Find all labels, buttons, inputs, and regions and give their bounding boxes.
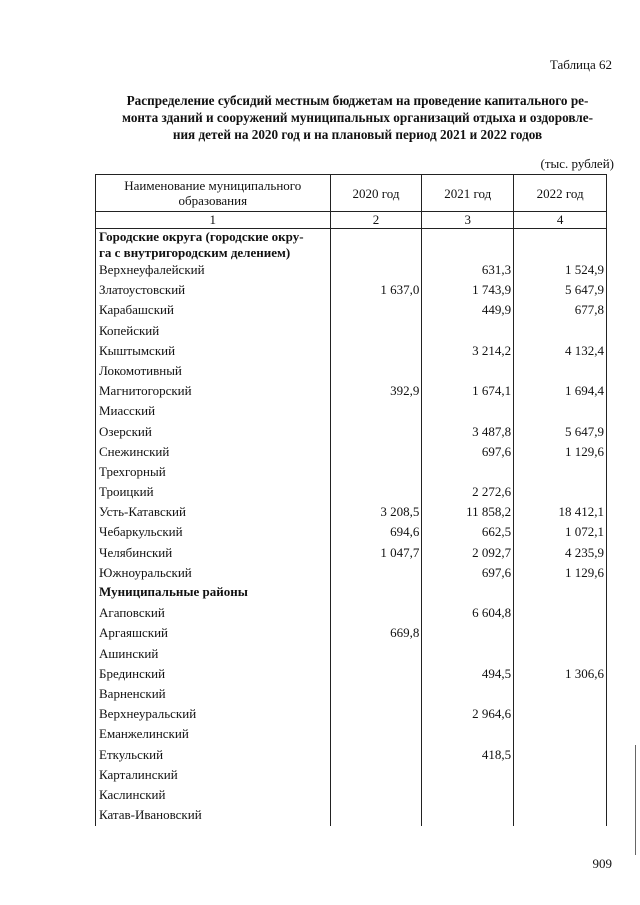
section-row (96, 229, 607, 262)
municipality-name (96, 604, 331, 624)
units-label: (тыс. рублей) (540, 156, 614, 171)
municipality-name (96, 423, 331, 443)
value-2021 (422, 645, 514, 665)
table-row (96, 746, 607, 766)
value-2022: 1 129,6 (514, 564, 607, 584)
value-2022 (514, 604, 607, 624)
value-2020: 3 208,5 (330, 503, 422, 523)
value-2021: 3 214,2 (422, 342, 514, 362)
table-row (96, 766, 607, 786)
value-2022: 5 647,9 (514, 423, 607, 443)
municipality-name-text: Карабашский (99, 302, 174, 318)
table-row (96, 342, 607, 362)
title-line: ния детей на 2020 год и на плановый период 2021 и 2022 годов (172, 127, 543, 142)
municipality-name (96, 624, 331, 644)
value-2020: 1 637,0 (330, 281, 422, 301)
table-row (96, 322, 607, 342)
value-2020 (330, 786, 422, 806)
municipality-name (96, 483, 331, 503)
value-2020 (330, 362, 422, 382)
value-2022 (514, 402, 607, 422)
value-2020 (330, 463, 422, 483)
column-number: 4 (514, 212, 607, 229)
municipality-name (96, 362, 331, 382)
table-row (96, 806, 607, 826)
value-2022 (514, 766, 607, 786)
municipality-name (96, 402, 331, 422)
municipality-name (96, 725, 331, 745)
value-2020 (330, 443, 422, 463)
value-2021: 418,5 (422, 746, 514, 766)
municipality-name-text: Усть-Катавский (99, 504, 186, 520)
table-row (96, 382, 607, 402)
value-2020 (330, 229, 422, 262)
municipality-name (96, 806, 331, 826)
municipality-name (96, 665, 331, 685)
municipality-name-text: Снежинский (99, 443, 170, 459)
value-2020 (330, 665, 422, 685)
value-2020 (330, 322, 422, 342)
municipality-name (96, 229, 331, 262)
column-number: 1 (96, 212, 331, 229)
value-2020: 694,6 (330, 523, 422, 543)
table-row (96, 362, 607, 382)
municipality-name (96, 645, 331, 665)
municipality-name (96, 261, 331, 281)
municipality-name-text: Троицкий (99, 484, 154, 500)
table-row (96, 261, 607, 281)
value-2020 (330, 645, 422, 665)
header-2020: 2020 год (330, 175, 422, 212)
section-row (96, 584, 607, 604)
value-2021 (422, 362, 514, 382)
title-line: монта зданий и сооружений муниципальных организаций отдыха и оздоровле- (122, 110, 593, 125)
municipality-name-text: Верхнеуральский (99, 706, 197, 722)
value-2021 (422, 725, 514, 745)
margin-line (635, 745, 636, 855)
municipality-name-text: Чебаркульский (99, 524, 183, 540)
value-2020 (330, 564, 422, 584)
value-2021 (422, 685, 514, 705)
value-2022: 18 412,1 (514, 503, 607, 523)
header-name (96, 175, 331, 212)
table-row (96, 443, 607, 463)
value-2022 (514, 685, 607, 705)
value-2022: 677,8 (514, 301, 607, 321)
municipality-name-text: Муниципальные районы (99, 584, 248, 599)
value-2021 (422, 584, 514, 604)
value-2021: 3 487,8 (422, 423, 514, 443)
municipality-name (96, 382, 331, 402)
value-2021 (422, 624, 514, 644)
municipality-name (96, 281, 331, 301)
value-2022 (514, 229, 607, 262)
municipality-name (96, 766, 331, 786)
value-2021: 6 604,8 (422, 604, 514, 624)
header-2021: 2021 год (422, 175, 514, 212)
municipality-name-text: га с внутригородским делением) (99, 245, 291, 260)
column-number: 3 (422, 212, 514, 229)
table-row (96, 402, 607, 422)
table-row (96, 725, 607, 745)
table-label: Таблица 62 (549, 57, 612, 72)
header-2022: 2022 год (514, 175, 607, 212)
municipality-name-text: Аргаяшский (99, 625, 168, 641)
value-2022: 5 647,9 (514, 281, 607, 301)
value-2021: 2 092,7 (422, 544, 514, 564)
table-row (96, 301, 607, 321)
value-2022: 1 072,1 (514, 523, 607, 543)
title-line: Распределение субсидий местным бюджетам на проведение капитального ре- (126, 93, 589, 108)
value-2020 (330, 301, 422, 321)
value-2021 (422, 322, 514, 342)
table-row (96, 544, 607, 564)
value-2022 (514, 786, 607, 806)
table-row (96, 685, 607, 705)
value-2020 (330, 766, 422, 786)
value-2021 (422, 229, 514, 262)
value-2022 (514, 705, 607, 725)
value-2021: 2 272,6 (422, 483, 514, 503)
municipality-name-text: Трехгорный (99, 463, 166, 479)
municipality-name-text: Челябинский (99, 544, 173, 560)
municipality-name-text: Варненский (99, 685, 166, 701)
municipality-name (96, 786, 331, 806)
municipality-name (96, 463, 331, 483)
value-2022 (514, 806, 607, 826)
municipality-name (96, 301, 331, 321)
table-row (96, 483, 607, 503)
value-2021: 2 964,6 (422, 705, 514, 725)
value-2021 (422, 806, 514, 826)
value-2022 (514, 362, 607, 382)
value-2020: 669,8 (330, 624, 422, 644)
municipality-name-text: Копейский (99, 322, 160, 338)
table-row (96, 523, 607, 543)
value-2020: 392,9 (330, 382, 422, 402)
value-2021: 697,6 (422, 443, 514, 463)
table-row (96, 281, 607, 301)
table-body (96, 229, 607, 827)
municipality-name (96, 342, 331, 362)
value-2021: 662,5 (422, 523, 514, 543)
value-2022: 1 694,4 (514, 382, 607, 402)
value-2021: 697,6 (422, 564, 514, 584)
municipality-name-text: Еткульский (99, 746, 164, 762)
table-row (96, 705, 607, 725)
value-2022 (514, 322, 607, 342)
value-2022: 1 306,6 (514, 665, 607, 685)
subsidy-table (95, 174, 607, 826)
value-2021 (422, 463, 514, 483)
municipality-name-text: Брединский (99, 665, 166, 681)
value-2021: 1 743,9 (422, 281, 514, 301)
value-2020 (330, 402, 422, 422)
municipality-name-text: Городские округа (городские окру- (99, 229, 304, 244)
value-2020 (330, 584, 422, 604)
column-number: 2 (330, 212, 422, 229)
municipality-name (96, 523, 331, 543)
value-2020 (330, 685, 422, 705)
municipality-name-text: Златоустовский (99, 282, 186, 298)
municipality-name (96, 705, 331, 725)
value-2020 (330, 746, 422, 766)
table-row (96, 786, 607, 806)
page-number: 909 (592, 856, 612, 871)
municipality-name (96, 544, 331, 564)
value-2020 (330, 806, 422, 826)
header-name-line2: образования (178, 193, 248, 208)
value-2020 (330, 261, 422, 281)
table-row (96, 624, 607, 644)
table-title (100, 92, 615, 143)
municipality-name (96, 564, 331, 584)
value-2022: 1 129,6 (514, 443, 607, 463)
value-2020 (330, 604, 422, 624)
municipality-name-text: Еманжелинский (99, 726, 189, 742)
header-row (96, 175, 607, 212)
value-2022 (514, 584, 607, 604)
municipality-name-text: Озерский (99, 423, 152, 439)
value-2020 (330, 423, 422, 443)
value-2020: 1 047,7 (330, 544, 422, 564)
municipality-name (96, 503, 331, 523)
table-row (96, 423, 607, 443)
value-2021: 631,3 (422, 261, 514, 281)
value-2021 (422, 402, 514, 422)
value-2020 (330, 342, 422, 362)
value-2021: 494,5 (422, 665, 514, 685)
value-2021: 1 674,1 (422, 382, 514, 402)
value-2021 (422, 766, 514, 786)
municipality-name (96, 746, 331, 766)
municipality-name-text: Кыштымский (99, 342, 176, 358)
municipality-name-text: Катав-Ивановский (99, 807, 202, 823)
table-row (96, 503, 607, 523)
value-2020 (330, 705, 422, 725)
municipality-name-text: Южноуральский (99, 564, 192, 580)
municipality-name-text: Магнитогорский (99, 383, 192, 399)
table-row (96, 645, 607, 665)
column-number-row (96, 212, 607, 229)
table-row (96, 564, 607, 584)
table-row (96, 665, 607, 685)
municipality-name-text: Агаповский (99, 605, 165, 621)
value-2022 (514, 645, 607, 665)
municipality-name (96, 322, 331, 342)
value-2022 (514, 624, 607, 644)
table-row (96, 604, 607, 624)
value-2020 (330, 483, 422, 503)
municipality-name (96, 584, 331, 604)
municipality-name-text: Верхнеуфалейский (99, 262, 205, 277)
value-2022 (514, 746, 607, 766)
value-2022: 4 132,4 (514, 342, 607, 362)
value-2022 (514, 725, 607, 745)
municipality-name (96, 443, 331, 463)
value-2022 (514, 483, 607, 503)
table-row (96, 463, 607, 483)
value-2022 (514, 463, 607, 483)
value-2020 (330, 725, 422, 745)
municipality-name (96, 685, 331, 705)
municipality-name-text: Карталинский (99, 766, 178, 782)
value-2021: 449,9 (422, 301, 514, 321)
municipality-name-text: Ашинский (99, 645, 159, 661)
municipality-name-text: Каслинский (99, 786, 166, 802)
value-2022: 1 524,9 (514, 261, 607, 281)
header-name-line1: Наименование муниципального (124, 178, 302, 193)
value-2021 (422, 786, 514, 806)
municipality-name-text: Миасский (99, 403, 156, 419)
value-2021: 11 858,2 (422, 503, 514, 523)
value-2022: 4 235,9 (514, 544, 607, 564)
municipality-name-text: Локомотивный (99, 362, 182, 378)
